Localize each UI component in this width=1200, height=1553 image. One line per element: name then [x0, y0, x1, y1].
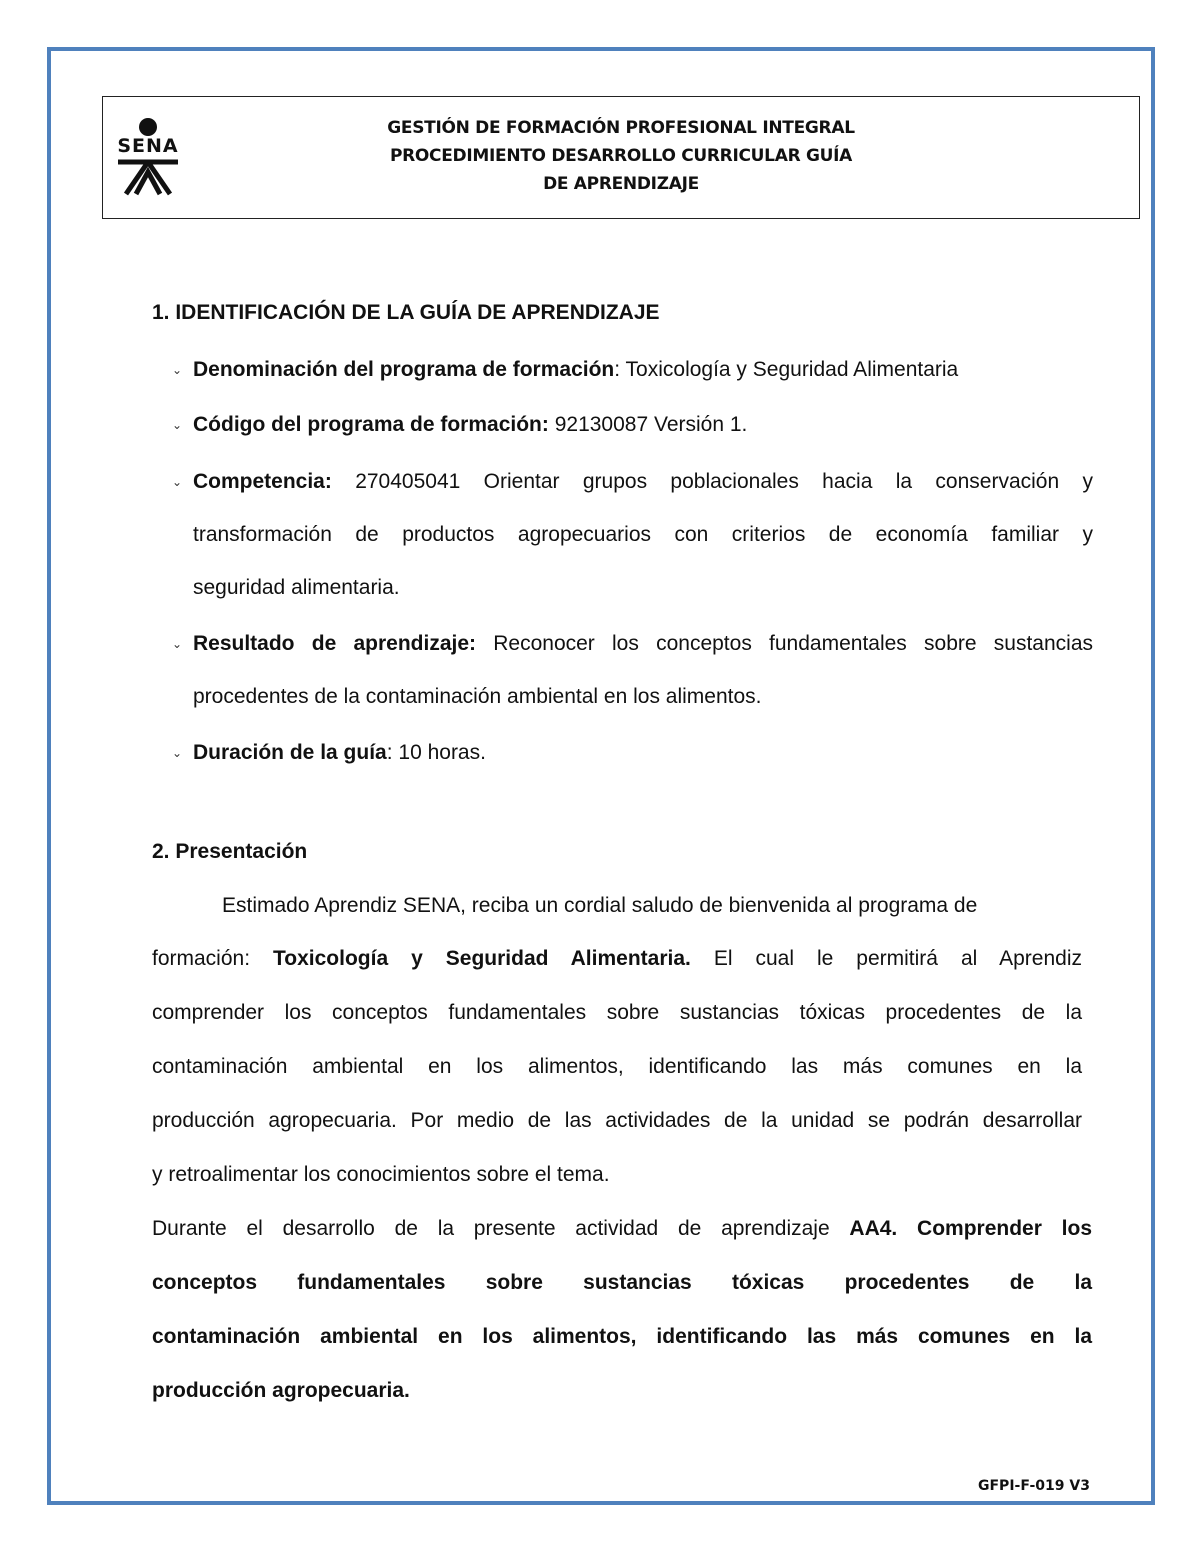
presentation-line-1: Estimado Aprendiz SENA, reciba un cordial saludo de bienvenida al programa de: [222, 894, 978, 917]
text-run: El cual le permitirá al Aprendiz: [690, 947, 1082, 970]
presentation-line-2: [152, 932, 1082, 986]
text-run: formación:: [152, 947, 274, 970]
list-item-learning-result: [172, 617, 1093, 671]
header-line-2: PROCEDIMIENTO DESARROLLO CURRICULAR GUÍA: [389, 146, 853, 166]
item-value: 270405041 Orientar grupos poblacionales hacia la conservación y: [331, 470, 1093, 493]
list-item-duration: [172, 726, 1093, 780]
item-label: Código del programa de formación:: [193, 413, 549, 436]
item-value: : 10 horas.: [386, 741, 486, 764]
presentation-line-5: producción agropecuaria. Por medio de las actividades de la unidad se podrán desarrollar: [152, 1109, 1082, 1132]
sena-logo: [104, 116, 192, 202]
activity-line-3: contaminación ambiental en los alimentos, identificando las más comunes en la: [152, 1325, 1092, 1348]
competence-line-2: transformación de productos agropecuarios con criterios de economía familiar y: [193, 523, 1093, 546]
program-name-bold: Toxicología y Seguridad Alimentaria.: [273, 947, 691, 970]
text-run: Durante el desarrollo de la presente actividad de aprendizaje: [152, 1217, 850, 1240]
list-item-program-code: [172, 398, 1093, 452]
bullet-icon: ⌄: [172, 363, 183, 378]
bullet-icon: ⌄: [172, 637, 183, 652]
competence-line-3: seguridad alimentaria.: [193, 576, 400, 599]
item-label: Denominación del programa de formación: [193, 358, 615, 381]
item-value: Reconocer los conceptos fundamentales sobre sustancias: [476, 632, 1093, 655]
header-line-1: GESTIÓN DE FORMACIÓN PROFESIONAL INTEGRAL: [387, 118, 855, 138]
header-title: [200, 114, 1042, 198]
presentation-line-6: y retroalimentar los conocimientos sobre el tema.: [152, 1163, 610, 1186]
bullet-icon: ⌄: [172, 418, 183, 433]
item-label: Duración de la guía: [193, 741, 387, 764]
item-value: 92130087 Versión 1.: [548, 413, 748, 436]
activity-line-4: producción agropecuaria.: [152, 1379, 410, 1402]
activity-line-1: [152, 1202, 1092, 1256]
presentation-line-3: comprender los conceptos fundamentales sobre sustancias tóxicas procedentes de la: [152, 1001, 1082, 1024]
section-1-title: 1. IDENTIFICACIÓN DE LA GUÍA DE APRENDIZAJE: [152, 301, 660, 324]
svg-text:SENA: SENA: [117, 135, 179, 157]
bullet-icon: ⌄: [172, 746, 183, 761]
learning-result-line-2: procedentes de la contaminación ambiental en los alimentos.: [193, 685, 762, 708]
bullet-icon: ⌄: [172, 475, 183, 490]
activity-line-2: conceptos fundamentales sobre sustancias tóxicas procedentes de la: [152, 1271, 1092, 1294]
list-item-program-name: [172, 343, 1093, 397]
section-2-title: 2. Presentación: [152, 840, 308, 863]
footer-code: GFPI-F-019 V3: [978, 1478, 1090, 1494]
item-value: : Toxicología y Seguridad Alimentaria: [614, 358, 959, 381]
header-line-3: DE APRENDIZAJE: [543, 174, 699, 194]
list-item-competence: [172, 455, 1093, 509]
presentation-line-4: contaminación ambiental en los alimentos, identificando las más comunes en la: [152, 1055, 1082, 1078]
item-label: Resultado de aprendizaje:: [193, 632, 477, 655]
item-label: Competencia:: [193, 470, 332, 493]
activity-bold: AA4. Comprender los: [849, 1217, 1092, 1240]
